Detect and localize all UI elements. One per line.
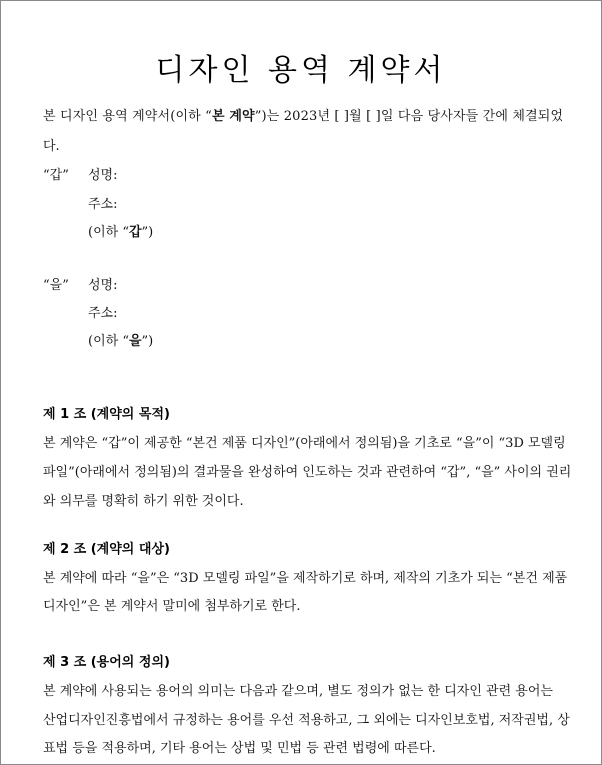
article-3-line-1: 본 계약에 사용되는 용어의 의미는 다음과 같으며, 별도 정의가 없는 한 디자인 관련 용어는 [43,684,553,699]
article-1-line-3: 와 의무를 명확히 하기 위한 것이다. [43,494,244,509]
party-a-alias-post: ”) [141,225,154,240]
article-1-heading: 제 1 조 (계약의 목적) [43,407,170,422]
article-1-line-2: 파일”(아래에서 정의됨)의 결과물을 완성하여 인도하는 것과 관련하여 “갑”, “을” 사이의 권리 [43,465,572,480]
intro-text-pre: 본 디자인 용역 계약서(이하 “ [43,109,212,124]
article-1-line-1: 본 계약은 “갑”이 제공한 “본건 제품 디자인”(아래에서 정의됨)을 기초로 “을”이 “3D 모델링 [43,436,566,451]
party-b-tag: “을” [43,278,69,293]
intro-defined-term: 본 계약 [211,109,255,124]
document-title: 디자인 용역 계약서 [155,53,447,88]
article-2-line-2: 디자인”은 본 계약서 말미에 첨부하기로 한다. [43,599,301,614]
article-2-line-1: 본 계약에 따라 “을”은 “3D 모델링 파일”을 제작하기로 하며, 제작의 기초가 되는 “본건 제품 [43,571,568,586]
article-3-heading: 제 3 조 (용어의 정의) [43,655,170,670]
party-b-alias [88,330,153,349]
article-3-line-2: 산업디자인진흥법에서 규정하는 용어를 우선 적용하고, 그 외에는 디자인보호법, 저작권법, 상 [43,713,570,728]
article-2-heading: 제 2 조 (계약의 대상) [43,542,170,557]
intro-line-2: 다. [43,139,60,154]
party-b-address-label: 주소: [88,306,118,321]
party-b-alias-post: ”) [141,334,154,349]
party-a-alias-term: 갑 [128,225,142,240]
party-a-name-label: 성명: [88,168,118,183]
party-a-address-label: 주소: [88,197,118,212]
article-3-line-3: 표법 등을 적용하며, 기타 용어는 상법 및 민법 등 관련 법령에 따른다. [43,741,436,756]
intro-text-post: ”)는 2023년 [ ]월 [ ]일 다음 당사자들 간에 체결되었 [254,109,564,124]
party-b-alias-pre: (이하 “ [88,334,129,349]
intro-line-1 [43,105,563,124]
party-b-name-label: 성명: [88,278,118,293]
party-b-alias-term: 을 [128,334,142,349]
party-a-tag: “갑” [43,168,69,183]
party-a-alias-pre: (이하 “ [88,225,129,240]
party-a-alias [88,221,153,240]
